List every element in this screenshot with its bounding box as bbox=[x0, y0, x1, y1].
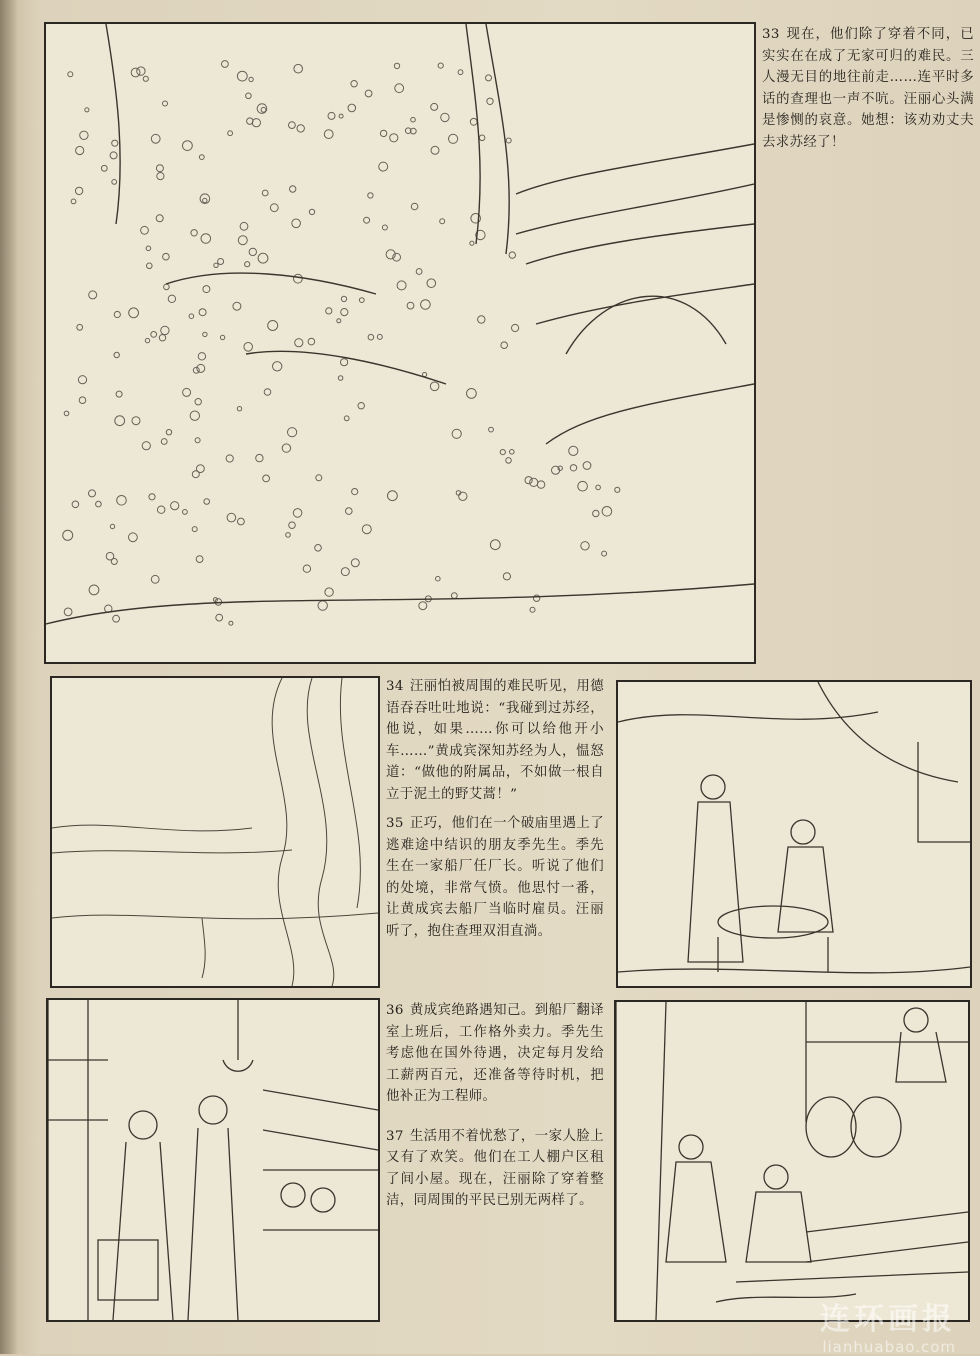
caption-36-37 bbox=[386, 1000, 604, 1212]
caption-number: 34 bbox=[386, 679, 404, 694]
caption-34-35 bbox=[386, 676, 604, 942]
caption-text: 汪丽怕被周围的难民听见，用德语吞吞吐吐地说：“我碰到过苏经，他说，如果……你可以给他开小车……”黄成宾深知苏经为人，愠怒道：“做他的附属品，不如做一根自立于泥土的野艾蒿！” bbox=[386, 679, 604, 802]
watermark-cn: 连环画报 bbox=[820, 1302, 956, 1337]
watermark-en: lianhuabao.com bbox=[822, 1338, 956, 1356]
shack-drawing bbox=[616, 1002, 968, 1320]
office-drawing bbox=[48, 1000, 378, 1320]
book-spine-shadow bbox=[0, 0, 18, 1354]
illustration-panel-37 bbox=[614, 1000, 970, 1322]
caption-text: 黄成宾绝路遇知己。到船厂翻译室上班后，工作格外卖力。季先生考虑他在国外待遇，决定每月发给工薪两百元，还准备等待时机，把他补正为工程师。 bbox=[386, 1003, 604, 1104]
caption-text: 生活用不着忧愁了，一家人脸上又有了欢笑。他们在工人棚户区租了间小屋。现在，汪丽除了穿着整洁，同周围的平民已别无两样了。 bbox=[386, 1128, 604, 1208]
caption-number: 36 bbox=[386, 1003, 404, 1018]
willow-landscape-drawing bbox=[52, 678, 378, 986]
caption-number: 33 bbox=[762, 27, 780, 42]
illustration-panel-35 bbox=[616, 680, 972, 988]
caption-number: 35 bbox=[386, 816, 404, 831]
illustration-panel-36 bbox=[46, 998, 380, 1322]
illustration-panel-33 bbox=[44, 22, 756, 664]
caption-text: 正巧，他们在一个破庙里遇上了逃难途中结识的朋友季先生。季先生在一家船厂任厂长。听说了他们的处境，非常气愤。他思忖一番，让黄成宾去船厂当临时雇员。汪丽听了，抱住查理双泪直淌。 bbox=[386, 816, 604, 939]
caption-number: 37 bbox=[386, 1128, 404, 1144]
caption-text: 现在，他们除了穿着不同，已实实在在成了无家可归的难民。三人漫无目的地往前走……连平时多话的查理也一声不吭。汪丽心头满是惨恻的哀意。她想：该劝劝丈夫去求苏经了！ bbox=[762, 27, 974, 150]
temple-meeting-drawing bbox=[618, 682, 970, 986]
crowd-drawing bbox=[46, 24, 754, 662]
illustration-panel-34 bbox=[50, 676, 380, 988]
caption-33 bbox=[762, 24, 974, 153]
